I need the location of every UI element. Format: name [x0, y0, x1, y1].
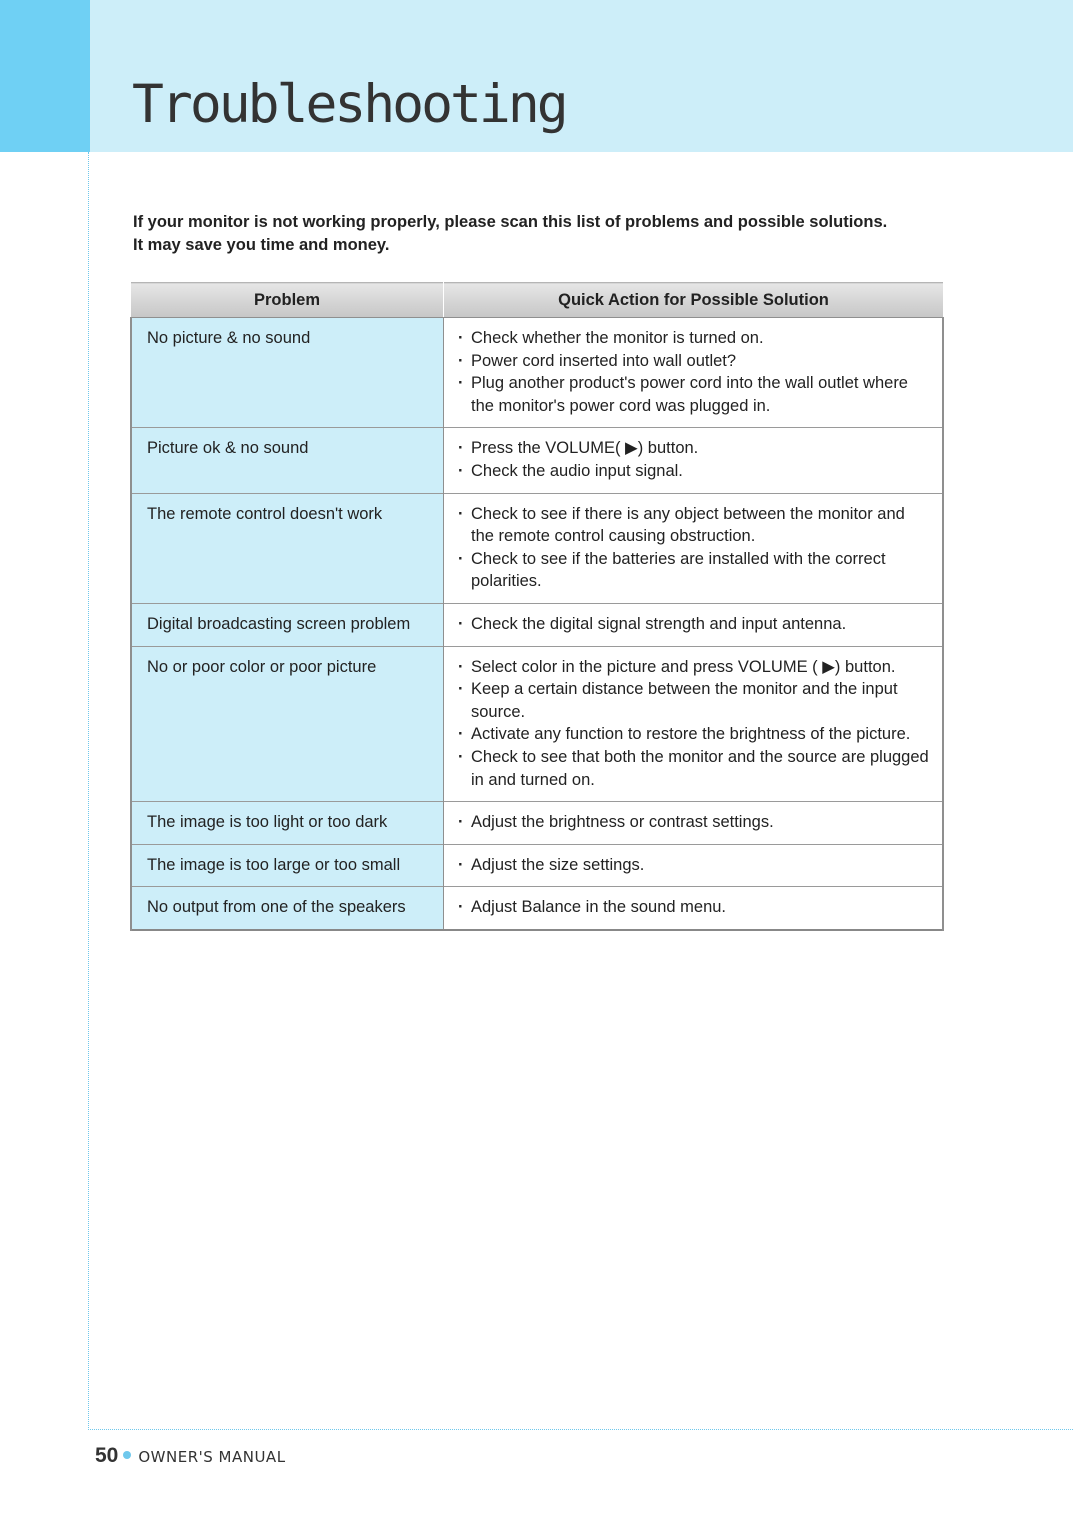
solution-list: [456, 327, 932, 417]
solution-item: · Check the digital signal strength and input antenna.: [456, 613, 932, 636]
solution-list: [456, 613, 932, 636]
page-title: Troubleshooting: [132, 74, 566, 135]
solution-item: · Adjust the brightness or contrast settings.: [456, 811, 932, 834]
intro-line-2: It may save you time and money.: [133, 236, 390, 254]
solution-list: [456, 811, 932, 834]
solution-list: [456, 437, 932, 482]
solution-list: [456, 854, 932, 877]
solution-list: [456, 896, 932, 919]
problem-cell: The image is too large or too small: [131, 844, 444, 887]
solution-item: · Check to see if there is any object between the monitor and the remote control causing obstruction.: [456, 503, 932, 548]
table-row: [131, 844, 943, 887]
solution-item: · Adjust Balance in the sound menu.: [456, 896, 932, 919]
table-row: [131, 493, 943, 603]
page-number: 50: [95, 1444, 119, 1467]
solution-item: · Press the VOLUME( ▶) button.: [456, 437, 932, 460]
solution-cell: [444, 493, 944, 603]
solution-item: · Check the audio input signal.: [456, 460, 932, 483]
solution-cell: [444, 844, 944, 887]
table-body: [131, 318, 943, 930]
solution-cell: [444, 318, 944, 428]
problem-cell: The remote control doesn't work: [131, 493, 444, 603]
page-footer: [95, 1444, 286, 1470]
troubleshooting-table: [130, 282, 944, 931]
problem-cell: No picture & no sound: [131, 318, 444, 428]
problem-cell: Digital broadcasting screen problem: [131, 603, 444, 646]
solution-item: · Activate any function to restore the brightness of the picture.: [456, 723, 932, 746]
table-row: [131, 428, 943, 493]
solution-item: · Check whether the monitor is turned on.: [456, 327, 932, 350]
solution-cell: [444, 802, 944, 845]
solution-cell: [444, 603, 944, 646]
side-color-tab: [0, 0, 90, 152]
solution-list: [456, 656, 932, 792]
bullet-dot-icon: [123, 1451, 131, 1459]
problem-cell: No or poor color or poor picture: [131, 646, 444, 802]
table-row: [131, 887, 943, 930]
footer-label: OWNER'S MANUAL: [138, 1448, 286, 1466]
margin-guide-vertical: [88, 152, 89, 1430]
intro-text: [133, 211, 1013, 257]
solution-cell: [444, 887, 944, 930]
problem-cell: Picture ok & no sound: [131, 428, 444, 493]
table-row: [131, 646, 943, 802]
table-header-row: [131, 283, 943, 318]
margin-guide-horizontal: [88, 1429, 1073, 1430]
solution-item: · Power cord inserted into wall outlet?: [456, 350, 932, 373]
table-row: [131, 802, 943, 845]
solution-item: · Check to see if the batteries are installed with the correct polarities.: [456, 548, 932, 593]
solution-cell: [444, 428, 944, 493]
column-header-solution: Quick Action for Possible Solution: [444, 283, 944, 318]
solution-item: · Select color in the picture and press VOLUME ( ▶) button.: [456, 656, 932, 679]
solution-item: · Check to see that both the monitor and the source are plugged in and turned on.: [456, 746, 932, 791]
solution-list: [456, 503, 932, 593]
column-header-problem: Problem: [131, 283, 444, 318]
intro-line-1: If your monitor is not working properly, please scan this list of problems and possible solutions.: [133, 213, 888, 231]
solution-item: · Plug another product's power cord into the wall outlet where the monitor's power cord was plugged in.: [456, 372, 932, 417]
table-row: [131, 318, 943, 428]
solution-cell: [444, 646, 944, 802]
problem-cell: No output from one of the speakers: [131, 887, 444, 930]
solution-item: · Adjust the size settings.: [456, 854, 932, 877]
table-row: [131, 603, 943, 646]
solution-item: · Keep a certain distance between the monitor and the input source.: [456, 678, 932, 723]
problem-cell: The image is too light or too dark: [131, 802, 444, 845]
